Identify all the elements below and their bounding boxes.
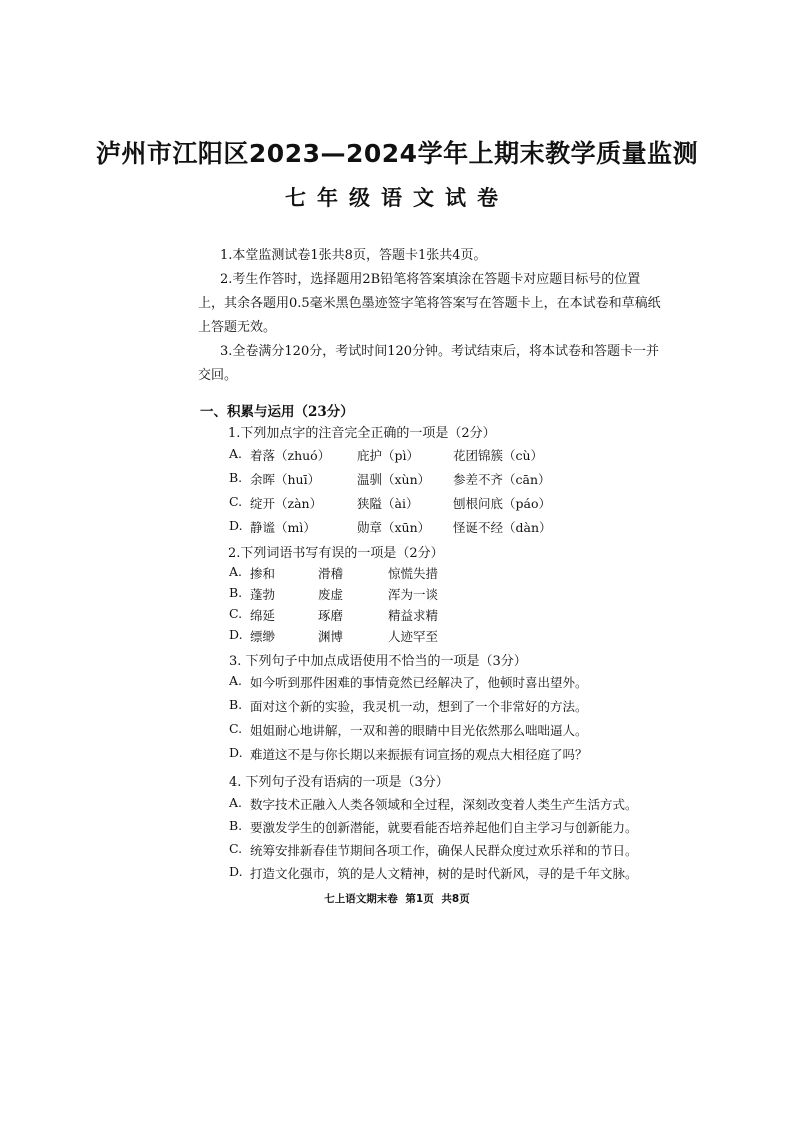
section-heading: 一、积累与运用（23分）: [200, 404, 354, 420]
page-footer: 七上语文期末卷 第1页 共8页: [324, 893, 470, 905]
question-1-stem: 1.下列加点字的注音完全正确的一项是（2分）: [228, 426, 496, 441]
exam-subtitle: 七年级语文试卷: [285, 186, 509, 210]
exam-title: 泸州市江阳区2023—2024学年上期末教学质量监测: [95, 139, 699, 168]
exam-page: 泸州市江阳区2023—2024学年上期末教学质量监测 七年级语文试卷 1.本堂监测试卷1张共8页，答题卡1张共4页。 2.考生作答时，选择题用2B铅笔将答案填涂在答题卡对应题目标号的位置上，其余各题用0.5毫米黑色墨迹签字笔将答案写在答题卡上，在本试卷和草稿纸上答题无效。 3.全卷满分120分，考试时间120分钟。考试结束后，将本试卷和答题卡一并交回。 一、积累与运用（23分） 1.下列加点字的注音完全正确的一项是（2分） A. 着落（zhuó） 庇护（pì） 花团锦簇（cù） B. 余晖（huī） 温驯（xùn） 参差不齐（cān） C. 绽开（zàn） 狭隘（ài） 刨根问底（páo） D. 静谧（mì） 勋章（xūn） 怪诞不经（dàn） 2.下列词语书写有误的一项是（2分） A. 掺和 滑稽 惊慌失措 B. 蓬勃 废虚 浑为一谈 C. 绵延 琢磨 精益求精 D. 缥缈 渊博 人迹罕至 3. 下列句子中加点成语使用不恰当的一项是（3分） A. 如今听到那件困难的事情竟然已经解决了，他顿时喜出望外。 B. 面对这个新的实验，我灵机一动，想到了一个非常好的方法。 C. 姐姐耐心地讲解，一双和善的眼睛中目光依然那么咄咄逼人。 D. 难道这不是与你长期以来振振有词宣扬的观点大相径庭了吗？ 4. 下列句子没有语病的一项是（3分） A. 数字技术正融入人类各领域和全过程，深刻改变着人类生产生活方式。 B. 要激发学生的创新潜能，就要看能否培养起他们自主学习与创新能力。 C. 统筹安排新春佳节期间各项工作，确保人民群众度过欢乐祥和的节日。 D. 打造文化强市，筑的是人文精神，树的是时代新风，寻的是千年文脉。 七上语文期末卷 第1页 共8页: [0, 0, 794, 1123]
question-2-stem: 2.下列词语书写有误的一项是（2分）: [228, 546, 444, 561]
instruction-3: 3.全卷满分120分，考试时间120分钟。考试结束后，将本试卷和答题卡一并交回。: [198, 344, 660, 383]
question-4-stem: 4. 下列句子没有语病的一项是（3分）: [229, 775, 449, 790]
question-3-stem: 3. 下列句子中加点成语使用不恰当的一项是（3分）: [229, 654, 527, 669]
instruction-2: 2.考生作答时，选择题用2B铅笔将答案填涂在答题卡对应题目标号的位置上，其余各题用0.5毫米黑色墨迹签字笔将答案写在答题卡上，在本试卷和草稿纸上答题无效。: [198, 272, 661, 335]
instruction-1: 1.本堂监测试卷1张共8页，答题卡1张共4页。: [220, 248, 487, 263]
instructions: [198, 244, 662, 388]
